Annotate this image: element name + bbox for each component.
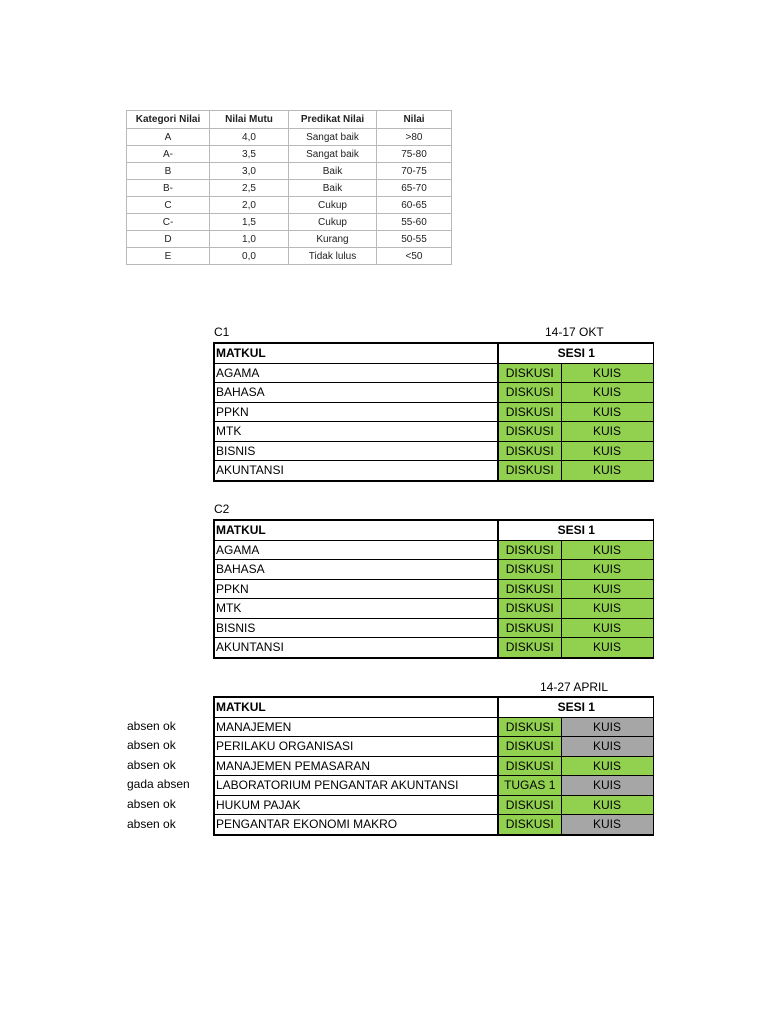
grade-table-cell: 0,0	[210, 248, 289, 265]
c1-matkul-cell: AKUNTANSI	[214, 461, 498, 481]
grade-table-cell: 3,5	[210, 146, 289, 163]
c2-matkul-cell: MTK	[214, 599, 498, 619]
grade-table-cell: B	[127, 163, 210, 180]
grade-table-row	[127, 231, 452, 248]
grade-table-cell: Baik	[289, 180, 377, 197]
grade-table-cell: C-	[127, 214, 210, 231]
c2-activity-b-cell: KUIS	[561, 618, 653, 638]
c2-header-row	[214, 520, 653, 540]
c3-matkul-cell: HUKUM PAJAK	[214, 795, 498, 815]
c3-header-matkul: MATKUL	[214, 697, 498, 717]
c2-activity-a-cell: DISKUSI	[498, 618, 561, 638]
c1-matkul-cell: PPKN	[214, 402, 498, 422]
c2-activity-a-cell: DISKUSI	[498, 540, 561, 560]
c3-matkul-cell: PENGANTAR EKONOMI MAKRO	[214, 815, 498, 835]
c3-activity-a-cell: DISKUSI	[498, 815, 561, 835]
c2-header-sesi: SESI 1	[498, 520, 653, 540]
header-predikat-nilai: Predikat Nilai	[289, 111, 377, 129]
c3-date: 14-27 APRIL	[540, 680, 609, 694]
grade-table-row	[127, 146, 452, 163]
c1-header-sesi: SESI 1	[498, 343, 653, 363]
grade-table-cell: 50-55	[377, 231, 452, 248]
grade-table-cell: Cukup	[289, 214, 377, 231]
grade-table-cell: 55-60	[377, 214, 452, 231]
c3-row	[214, 717, 653, 737]
c1-matkul-cell: MTK	[214, 422, 498, 442]
grade-table-header-row	[127, 111, 452, 129]
grade-table-cell: A-	[127, 146, 210, 163]
c2-schedule-table	[213, 519, 654, 659]
grade-table-row	[127, 163, 452, 180]
c3-activity-b-cell: KUIS	[561, 737, 653, 757]
c2-activity-b-cell: KUIS	[561, 540, 653, 560]
c2-row	[214, 579, 653, 599]
c3-header-sesi: SESI 1	[498, 697, 653, 717]
grade-table-cell: Kurang	[289, 231, 377, 248]
c3-row	[214, 737, 653, 757]
c2-matkul-cell: AGAMA	[214, 540, 498, 560]
grade-table-cell: 1,0	[210, 231, 289, 248]
c2-row	[214, 638, 653, 658]
absen-note: absen ok	[127, 757, 176, 772]
c3-activity-b-cell: KUIS	[561, 776, 653, 796]
grade-table-row	[127, 214, 452, 231]
c3-matkul-cell: MANAJEMEN PEMASARAN	[214, 756, 498, 776]
header-nilai: Nilai	[377, 111, 452, 129]
c1-activity-a-cell: DISKUSI	[498, 383, 561, 403]
c1-matkul-cell: BAHASA	[214, 383, 498, 403]
grade-table-cell: A	[127, 129, 210, 146]
c3-row	[214, 815, 653, 835]
c1-row	[214, 441, 653, 461]
c3-header-row	[214, 697, 653, 717]
c1-header-row	[214, 343, 653, 363]
c2-activity-a-cell: DISKUSI	[498, 638, 561, 658]
grade-table-cell: 60-65	[377, 197, 452, 214]
c2-matkul-cell: AKUNTANSI	[214, 638, 498, 658]
grade-table-cell: Baik	[289, 163, 377, 180]
c2-matkul-cell: PPKN	[214, 579, 498, 599]
grade-table-cell: 2,5	[210, 180, 289, 197]
c2-header-matkul: MATKUL	[214, 520, 498, 540]
c1-activity-a-cell: DISKUSI	[498, 461, 561, 481]
grade-table-cell: 4,0	[210, 129, 289, 146]
c1-header-matkul: MATKUL	[214, 343, 498, 363]
c3-activity-a-cell: DISKUSI	[498, 795, 561, 815]
c2-row	[214, 560, 653, 580]
c3-activity-b-cell: KUIS	[561, 815, 653, 835]
c2-activity-a-cell: DISKUSI	[498, 579, 561, 599]
grade-table-cell: D	[127, 231, 210, 248]
c1-activity-b-cell: KUIS	[561, 461, 653, 481]
grade-table-row	[127, 197, 452, 214]
header-kategori-nilai: Kategori Nilai	[127, 111, 210, 129]
c1-activity-b-cell: KUIS	[561, 422, 653, 442]
grade-table-cell: 65-70	[377, 180, 452, 197]
grade-table-cell: <50	[377, 248, 452, 265]
c3-activity-a-cell: DISKUSI	[498, 717, 561, 737]
c1-row	[214, 363, 653, 383]
c3-activity-b-cell: KUIS	[561, 795, 653, 815]
c1-row	[214, 461, 653, 481]
c3-activity-b-cell: KUIS	[561, 717, 653, 737]
grade-table-cell: C	[127, 197, 210, 214]
c3-row	[214, 776, 653, 796]
c3-activity-b-cell: KUIS	[561, 756, 653, 776]
c3-matkul-cell: MANAJEMEN	[214, 717, 498, 737]
c2-activity-b-cell: KUIS	[561, 638, 653, 658]
grade-table-row	[127, 248, 452, 265]
grade-table-row	[127, 129, 452, 146]
c1-row	[214, 383, 653, 403]
absen-note: gada absen	[127, 777, 190, 792]
grade-table-cell: >80	[377, 129, 452, 146]
c1-activity-b-cell: KUIS	[561, 383, 653, 403]
c2-activity-b-cell: KUIS	[561, 560, 653, 580]
c1-activity-b-cell: KUIS	[561, 402, 653, 422]
c1-activity-b-cell: KUIS	[561, 441, 653, 461]
c3-activity-a-cell: TUGAS 1	[498, 776, 561, 796]
c1-row	[214, 422, 653, 442]
grade-table-cell: Sangat baik	[289, 146, 377, 163]
c3-activity-a-cell: DISKUSI	[498, 737, 561, 757]
c2-activity-b-cell: KUIS	[561, 599, 653, 619]
c3-row	[214, 795, 653, 815]
c3-matkul-cell: PERILAKU ORGANISASI	[214, 737, 498, 757]
absen-note: absen ok	[127, 816, 176, 831]
c3-row	[214, 756, 653, 776]
c3-schedule-table	[213, 696, 654, 836]
grade-table-cell: Cukup	[289, 197, 377, 214]
c2-matkul-cell: BAHASA	[214, 560, 498, 580]
c1-activity-b-cell: KUIS	[561, 363, 653, 383]
absen-note: absen ok	[127, 718, 176, 733]
c1-matkul-cell: AGAMA	[214, 363, 498, 383]
grade-table-cell: E	[127, 248, 210, 265]
c2-activity-a-cell: DISKUSI	[498, 599, 561, 619]
grade-table-cell: 70-75	[377, 163, 452, 180]
c1-activity-a-cell: DISKUSI	[498, 441, 561, 461]
c2-row	[214, 540, 653, 560]
c1-row	[214, 402, 653, 422]
grade-table-cell: 3,0	[210, 163, 289, 180]
c1-activity-a-cell: DISKUSI	[498, 402, 561, 422]
c1-title: C1	[214, 325, 230, 339]
absen-note: absen ok	[127, 796, 176, 811]
grade-table-cell: 2,0	[210, 197, 289, 214]
c2-title: C2	[214, 502, 230, 516]
c2-row	[214, 599, 653, 619]
grade-table-cell: Sangat baik	[289, 129, 377, 146]
grade-scale-table	[126, 110, 452, 265]
header-nilai-mutu: Nilai Mutu	[210, 111, 289, 129]
c1-schedule-table	[213, 342, 654, 482]
c2-activity-b-cell: KUIS	[561, 579, 653, 599]
grade-table-cell: 75-80	[377, 146, 452, 163]
grade-table-cell: Tidak lulus	[289, 248, 377, 265]
absen-note: absen ok	[127, 738, 176, 753]
c1-activity-a-cell: DISKUSI	[498, 363, 561, 383]
c1-date: 14-17 OKT	[545, 325, 604, 339]
c3-matkul-cell: LABORATORIUM PENGANTAR AKUNTANSI	[214, 776, 498, 796]
c1-matkul-cell: BISNIS	[214, 441, 498, 461]
grade-table-cell: 1,5	[210, 214, 289, 231]
grade-table-cell: B-	[127, 180, 210, 197]
c2-matkul-cell: BISNIS	[214, 618, 498, 638]
c2-row	[214, 618, 653, 638]
c2-activity-a-cell: DISKUSI	[498, 560, 561, 580]
c1-activity-a-cell: DISKUSI	[498, 422, 561, 442]
grade-table-row	[127, 180, 452, 197]
c3-activity-a-cell: DISKUSI	[498, 756, 561, 776]
